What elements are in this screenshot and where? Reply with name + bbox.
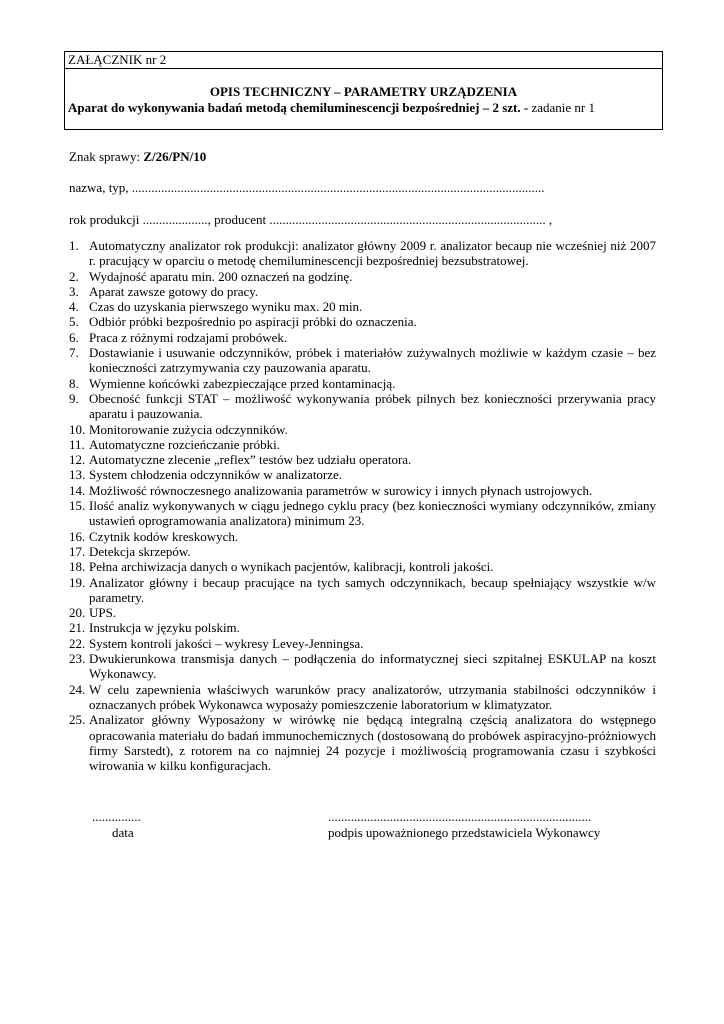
- list-item-number: 17.: [69, 543, 86, 559]
- list-item-text: Odbiór próbki bezpośrednio po aspiracji próbki do oznaczenia.: [89, 314, 417, 330]
- list-item: [69, 238, 656, 269]
- list-item-number: 4.: [69, 299, 79, 315]
- list-item-number: 11.: [69, 436, 85, 452]
- list-item-text: Analizator główny Wyposażony w wirówkę nie będącą integralną częścią analizatora do wstępnego opracowania materiału do badań immunochemicznych (dostosowaną do probówek aspiracyjno-próżniowych firmy Sarstedt), z rotorem na co najmniej 24 pozycje i możliwością programowania czasu i szybkości wirowania w kilku konfiguracjach.: [89, 712, 656, 774]
- list-item: [69, 376, 656, 391]
- list-item-number: 19.: [69, 574, 86, 590]
- case-label: Znak sprawy:: [69, 149, 144, 164]
- list-item-number: 21.: [69, 620, 86, 636]
- list-item: [69, 605, 656, 620]
- list-item-text: Automatyczne rozcieńczanie próbki.: [89, 436, 280, 452]
- list-item: [69, 345, 656, 376]
- list-item: [69, 452, 656, 467]
- list-item-text: W celu zapewnienia właściwych warunków pracy analizatorów, utrzymania stabilności odczynników i oznaczanych próbek Wykonawca wyposaży pomieszczenie laboratorium w klimatyzator.: [89, 681, 656, 712]
- list-item-text: Czas do uzyskania pierwszego wyniku max. 20 min.: [89, 299, 363, 315]
- list-item-number: 3.: [69, 283, 79, 299]
- list-item: [69, 284, 656, 299]
- subtitle-bold: Aparat do wykonywania badań metodą chemiluminescencji bezpośredniej – 2 szt. -: [68, 100, 529, 115]
- list-item: [69, 575, 656, 606]
- production-year-field: rok produkcji ...................., producent ..................................................................................... ,: [69, 212, 553, 227]
- name-type-field: nazwa, typ, ...............................................................................................................................: [69, 180, 545, 195]
- header-box: [64, 51, 663, 130]
- case-number: [69, 149, 206, 165]
- list-item-text: Analizator główny i becaup pracujące na tych samych odczynnikach, becaup spełniający wszystkie w/w parametry.: [89, 574, 656, 605]
- list-item-number: 18.: [69, 559, 86, 575]
- document-title: OPIS TECHNICZNY – PARAMETRY URZĄDZENIA: [209, 84, 518, 99]
- list-item-text: Ilość analiz wykonywanych w ciągu jednego cyklu pracy (bez konieczności wymiany odczynników, zmiany ustawień oprogramowania analizatora) minimum 23.: [89, 498, 656, 529]
- list-item-text: Automatyczne zlecenie „reflex” testów bez udziału operatora.: [89, 452, 412, 468]
- list-item-text: Automatyczny analizator rok produkcji: analizator główny 2009 r. analizator becaup nie wcześniej niż 2007 r. pracujący w oparciu o metodę chemiluminescencji bezpośredniej bezsubstratowej.: [89, 238, 656, 269]
- list-item: [69, 269, 656, 284]
- list-item-number: 10.: [69, 421, 86, 437]
- list-item-number: 16.: [69, 528, 86, 544]
- list-item-text: Możliwość równoczesnego analizowania parametrów w surowicy i innych płynach ustrojowych.: [89, 482, 593, 498]
- list-item: [69, 712, 656, 773]
- list-item-number: 24.: [69, 681, 86, 697]
- list-item: [69, 391, 656, 422]
- list-item-text: Wymienne końcówki zabezpieczające przed kontaminacją.: [89, 375, 396, 391]
- list-item: [69, 299, 656, 314]
- parameters-list: [69, 238, 656, 773]
- list-item: [69, 498, 656, 529]
- signature-dots: .................................................................................: [328, 809, 592, 824]
- list-item-number: 25.: [69, 712, 86, 728]
- list-item-text: Detekcja skrzepów.: [89, 543, 191, 559]
- list-item: [69, 314, 656, 329]
- list-item: [69, 620, 656, 635]
- list-item: [69, 483, 656, 498]
- document-subtitle: [68, 100, 665, 116]
- list-item-text: UPS.: [89, 605, 117, 621]
- list-item-text: Obecność funkcji STAT – możliwość wykonywania próbek pilnych bez konieczności przerywania pracy aparatu i pauzowania.: [89, 390, 656, 422]
- list-item: [69, 467, 656, 482]
- list-item-text: Dostawianie i usuwanie odczynników, próbek i materiałów zużywalnych możliwie w każdym czasie – bez konieczności zatrzymywania czy pauzowania aparatu.: [89, 345, 656, 376]
- list-item-number: 5.: [69, 314, 79, 330]
- list-item: [69, 651, 656, 682]
- list-item-text: System chłodzenia odczynników w analizatorze.: [89, 467, 343, 483]
- list-item-number: 7.: [69, 345, 79, 361]
- list-item-text: Wydajność aparatu min. 200 oznaczeń na godzinę.: [89, 268, 353, 284]
- list-item-number: 12.: [69, 452, 86, 468]
- list-item: [69, 529, 656, 544]
- list-item: [69, 682, 656, 713]
- list-item-number: 1.: [69, 238, 79, 253]
- list-item-number: 14.: [69, 482, 86, 498]
- list-item: [69, 544, 656, 559]
- list-item-number: 8.: [69, 375, 79, 391]
- list-item: [69, 330, 656, 345]
- list-item-text: Instrukcja w języku polskim.: [89, 620, 240, 636]
- list-item-number: 13.: [69, 467, 86, 483]
- attachment-label: ZAŁĄCZNIK nr 2: [65, 52, 662, 69]
- list-item: [69, 437, 656, 452]
- list-item-text: Dwukierunkowa transmisja danych – podłączenia do informatycznej sieci szpitalnej ESKULAP na koszt Wykonawcy.: [89, 651, 656, 682]
- signature-label: podpis upoważnionego przedstawiciela Wykonawcy: [328, 825, 601, 840]
- subtitle-task: zadanie nr 1: [528, 100, 595, 115]
- list-item: [69, 422, 656, 437]
- date-dots: ...............: [92, 809, 141, 824]
- list-item-text: Aparat zawsze gotowy do pracy.: [89, 283, 259, 299]
- list-item-text: Czytnik kodów kreskowych.: [89, 528, 239, 544]
- date-label: data: [112, 825, 134, 840]
- case-value: Z/26/PN/10: [143, 149, 207, 164]
- list-item-number: 15.: [69, 498, 86, 514]
- list-item-text: System kontroli jakości – wykresy Levey-Jenningsa.: [89, 635, 364, 651]
- list-item-number: 9.: [69, 390, 79, 406]
- list-item-number: 23.: [69, 651, 86, 667]
- list-item-number: 6.: [69, 329, 79, 345]
- list-item-text: Pełna archiwizacja danych o wynikach pacjentów, kalibracji, kontroli jakości.: [89, 559, 494, 575]
- list-item-text: Monitorowanie zużycia odczynników.: [89, 421, 288, 437]
- list-item-text: Praca z różnymi rodzajami probówek.: [89, 329, 288, 345]
- list-item-number: 22.: [69, 635, 86, 651]
- list-item: [69, 636, 656, 651]
- list-item: [69, 559, 656, 574]
- list-item-number: 2.: [69, 268, 79, 284]
- list-item-number: 20.: [69, 605, 86, 621]
